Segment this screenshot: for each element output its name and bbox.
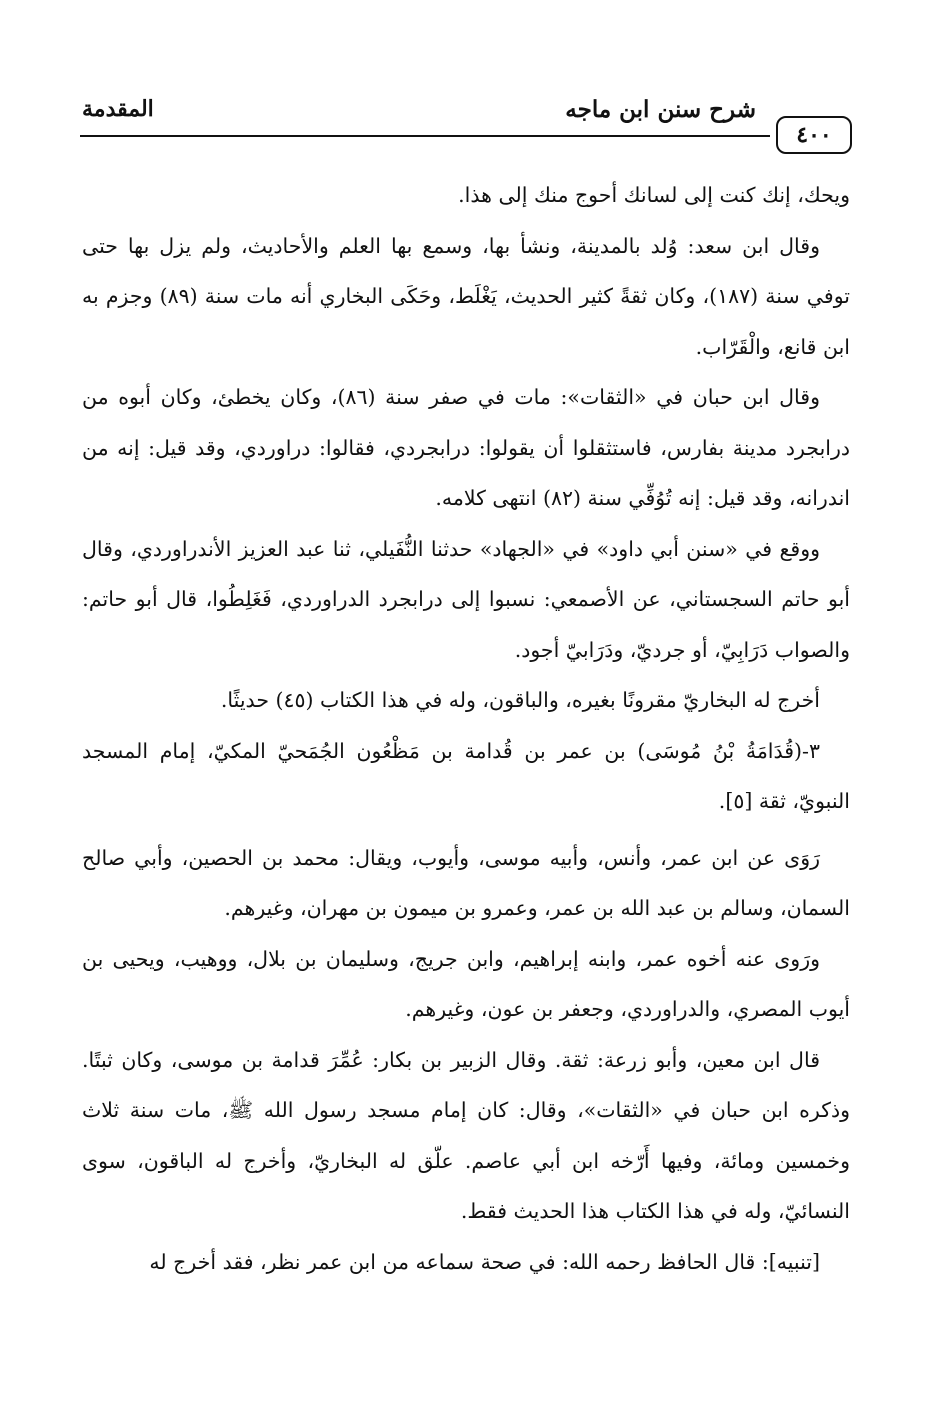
paragraph: ٣-(قُدَامَةُ بْنُ مُوسَى) بن عمر بن قُدامة بن مَظْعُون الجُمَحيّ المكيّ، إمام المسجد النبويّ، ثقة [٥]. xyxy=(82,738,850,813)
paragraph: وقال ابن حبان في «الثقات»: مات في صفر سنة (٨٦)، وكان يخطئ، وكان أبوه من درابجرد مدينة بفارس، فاستثقلوا أن يقولوا: درابجردي، فقالوا: دراوردي، وقد قيل: إنه من اندرانه، وقد قيل: إنه تُوُفِّي سنة (٨٢) انتهى كلامه. xyxy=(82,385,850,510)
section-title: المقدمة xyxy=(82,96,154,122)
paragraph: ويحك، إنك كنت إلى لسانك أحوج منك إلى هذا. xyxy=(458,183,850,207)
page-number: ٤٠٠ xyxy=(776,116,852,154)
body-text xyxy=(82,170,850,1287)
header-rule xyxy=(80,135,770,137)
paragraph: وقال ابن سعد: وُلد بالمدينة، ونشأ بها، وسمع بها العلم والأحاديث، ولم يزل بها حتى توفي سنة (١٨٧)، وكان ثقةً كثير الحديث، يَغْلَط، وحَكَى البخاري أنه مات سنة (٨٩) وجزم به ابن قانع، والْقَرّاب. xyxy=(82,233,850,359)
paragraph: قال ابن معين، وأبو زرعة: ثقة. وقال الزبير بن بكار: عُمِّرَ قدامة بن موسى، وكان ثبتًا. وذكره ابن حبان في «الثقات»، وقال: كان إمام مسجد رسول الله ﷺ، مات سنة ثلاث وخمسين ومائة، وفيها أَرّخه ابن أبي عاصم. علّق له البخاريّ، وأخرج له الباقون، سوى النسائيّ، وله في هذا الكتاب هذا الحديث فقط. xyxy=(82,1047,850,1223)
paragraph: أخرج له البخاريّ مقرونًا بغيره، والباقون، وله في هذا الكتاب (٤٥) حديثًا. xyxy=(220,688,820,712)
book-title: شرح سنن ابن ماجه xyxy=(565,96,756,123)
paragraph: رَوَى عن ابن عمر، وأنس، وأبيه موسى، وأيوب، ويقال: محمد بن الحصين، وأبي صالح السمان، وسالم بن عبد الله بن عمر، وعمرو بن ميمون بن مهران، وغيرهم. xyxy=(82,845,850,920)
running-header xyxy=(80,94,852,148)
paragraph: ووقع في «سنن أبي داود» في «الجهاد» حدثنا النُّفَيلي، ثنا عبد العزيز الأندراوردي، وقال أبو حاتم السجستاني، عن الأصمعي: نسبوا إلى درابجرد الدراوردي، فَغَلِطُوا، قال أبو حاتم: والصواب دَرَابِيّ، أو جرديّ، ودَرَابيّ أجود. xyxy=(82,536,850,662)
paragraph: [تنبيه]: قال الحافظ رحمه الله: في صحة سماعه من ابن عمر نظر، فقد أخرج له xyxy=(149,1249,820,1274)
paragraph: ورَوى عنه أخوه عمر، وابنه إبراهيم، وابن جريج، وسليمان بن بلال، ووهيب، ويحيى بن أيوب المصري، والدراوردي، وجعفر بن عون، وغيرهم. xyxy=(82,946,850,1021)
